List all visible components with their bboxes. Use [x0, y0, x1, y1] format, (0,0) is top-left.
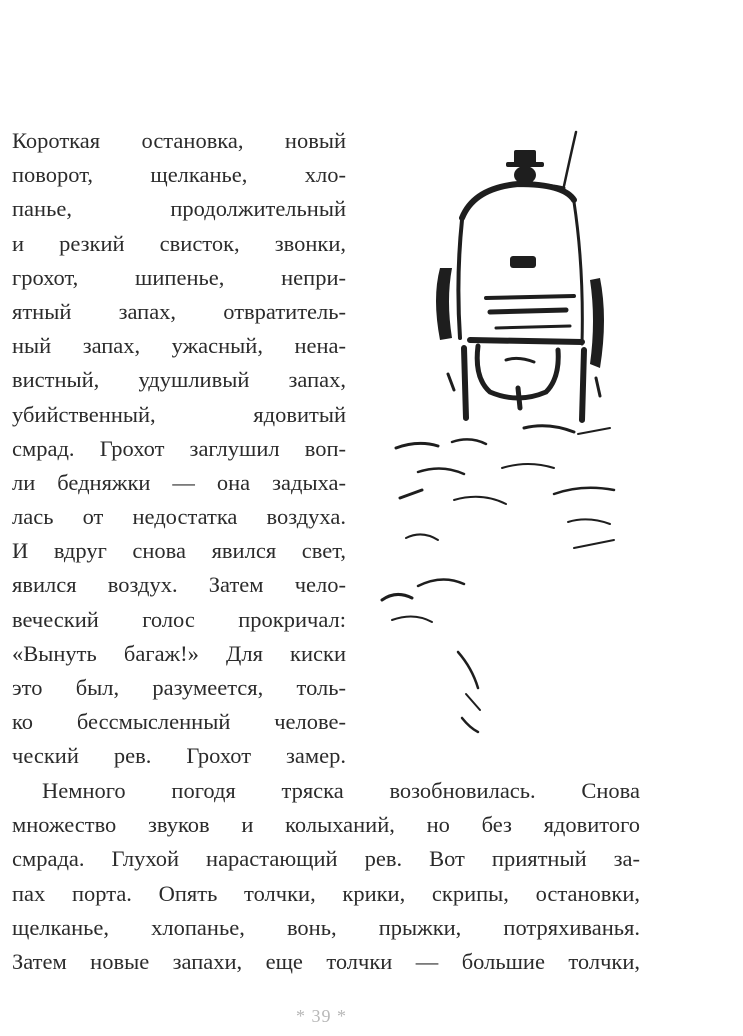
- text-line: И вдруг снова явился свет,: [12, 538, 346, 564]
- ground-stroke-shape: [524, 426, 574, 432]
- carriage-left-side-shape: [458, 220, 462, 338]
- wheel-hub-shape: [596, 378, 600, 396]
- text-line: ятный запах, отвратитель-: [12, 298, 346, 324]
- text-line: ческий рев. Грохот замер.: [12, 743, 346, 769]
- left-leg-shape: [464, 348, 466, 418]
- text-line: ный запах, ужасный, нена-: [12, 333, 346, 359]
- narrow-text-column: [12, 124, 346, 774]
- text-line: панье, продолжительный: [12, 196, 346, 222]
- full-width-text: [12, 774, 640, 979]
- ground-stroke-shape: [574, 540, 614, 548]
- text-line: вистный, удушливый запах,: [12, 367, 346, 393]
- ground-stroke-shape: [418, 579, 464, 586]
- center-post-shape: [518, 388, 520, 408]
- text-line: грохот, шипенье, непри-: [12, 264, 346, 290]
- right-leg-shape: [582, 350, 584, 420]
- text-line: это был, разумеется, толь-: [12, 675, 346, 700]
- folio-number: 39: [311, 1006, 332, 1026]
- text-line: Затем новые запахи, еще толчки — большие толчки,: [12, 948, 640, 974]
- body-line-shape: [486, 296, 574, 298]
- ground-stroke-shape: [392, 616, 432, 622]
- rear-window-shape: [510, 256, 536, 268]
- ground-stroke-shape: [458, 652, 478, 688]
- wheel-hub-shape: [448, 374, 454, 390]
- axle-detail-shape: [506, 358, 534, 362]
- right-wheel-shape: [590, 278, 604, 368]
- text-line: Короткая остановка, новый: [12, 128, 346, 153]
- text-line: и резкий свисток, звонки,: [12, 230, 346, 256]
- text-line: Немного погодя тряска возобновилась. Снова: [42, 778, 640, 803]
- carriage-illustration: [378, 128, 640, 748]
- text-line: поворот, щелканье, хло-: [12, 162, 346, 188]
- text-line: пах порта. Опять толчки, крики, скрипы, остановки,: [12, 880, 640, 906]
- carriage-roof-shape: [462, 184, 574, 218]
- text-line: веческий голос прокричал:: [12, 606, 346, 632]
- bleed-through-area: [0, 0, 743, 110]
- body-base-shape: [470, 340, 582, 342]
- text-line: «Вынуть багаж!» Для киски: [12, 640, 346, 666]
- ground-stroke-shape: [578, 428, 610, 434]
- ground-stroke-shape: [400, 490, 422, 498]
- ground-stroke-shape: [406, 534, 438, 540]
- text-line: смрад. Грохот заглушил воп-: [12, 435, 346, 461]
- left-wheel-shape: [436, 268, 452, 340]
- text-line: ли бедняжки — она задыха-: [12, 469, 346, 495]
- text-line: множество звуков и колыханий, но без ядовитого: [12, 812, 640, 838]
- ground-stroke-shape: [568, 519, 610, 524]
- text-line: ко бессмысленный челове-: [12, 709, 346, 735]
- carriage-right-side-shape: [574, 202, 582, 344]
- ground-stroke-shape: [502, 464, 554, 468]
- folio-ornament-right: *: [337, 1006, 347, 1026]
- page-number: [0, 1006, 643, 1027]
- ground-stroke-shape: [454, 497, 506, 504]
- text-line: явился воздух. Затем чело-: [12, 572, 346, 598]
- ground-stroke-shape: [396, 443, 438, 448]
- body-line-shape: [490, 310, 566, 312]
- ground-stroke-shape: [382, 594, 412, 600]
- hat-shape: [514, 150, 536, 164]
- ground-stroke-shape: [466, 694, 480, 710]
- body-line-shape: [496, 326, 570, 328]
- ground-stroke-shape: [554, 488, 614, 494]
- text-line: убийственный, ядовитый: [12, 401, 346, 427]
- text-line: смрада. Глухой нарастающий рев. Вот приятный за-: [12, 846, 640, 872]
- ground-stroke-shape: [418, 468, 464, 474]
- folio-ornament-left: *: [296, 1006, 306, 1026]
- ground-stroke-shape: [462, 718, 478, 732]
- whip-shape: [564, 132, 576, 186]
- bleed-through-text: [10, 20, 18, 54]
- ground-stroke-shape: [452, 439, 486, 444]
- text-line: лась от недостатка воздуха.: [12, 504, 346, 530]
- text-line: щелканье, хлопанье, вонь, прыжки, потряхиванья.: [12, 914, 640, 940]
